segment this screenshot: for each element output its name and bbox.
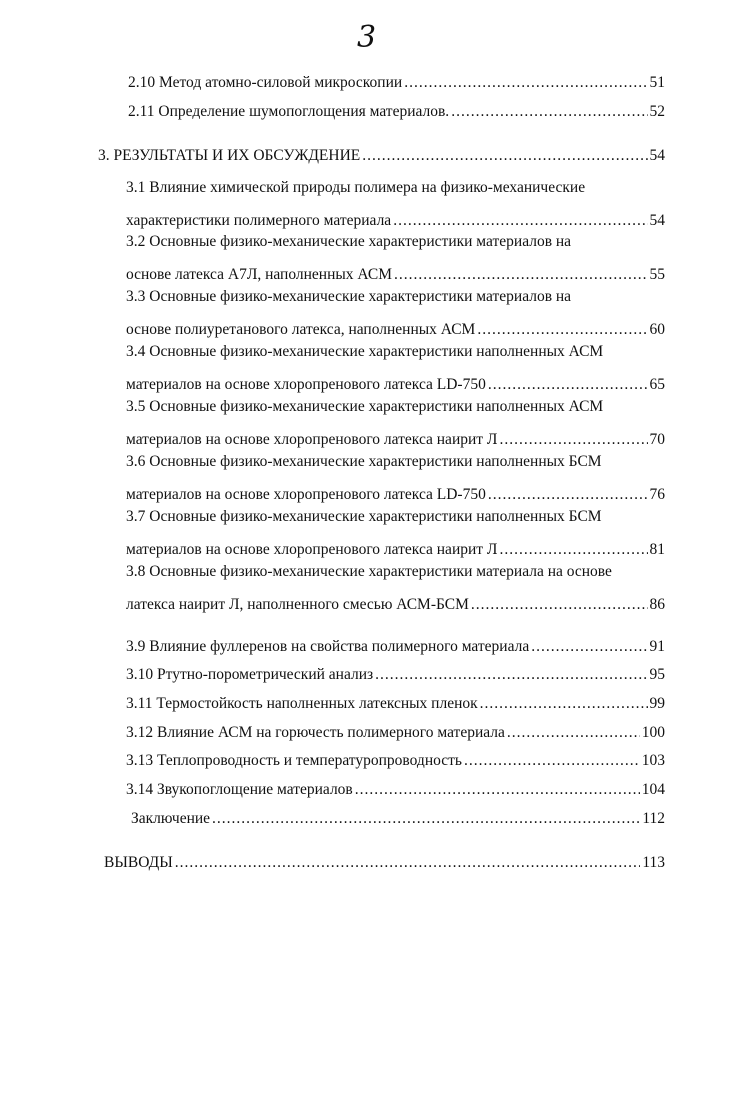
toc-entry-3-2 (126, 232, 665, 285)
toc-title-line1: 3.8 Основные физико-механические характеристики материала на основе (126, 563, 612, 580)
toc-entry-3-1 (126, 178, 665, 231)
toc-title-line1: 3.2 Основные физико-механические характеристики материалов на (126, 233, 572, 250)
dot-leader (531, 637, 647, 657)
toc-entry-findings (104, 853, 665, 873)
toc-title-line2: материалов на основе хлоропренового латекса наирит Л (126, 541, 498, 558)
toc-title-line2: материалов на основе хлоропренового латекса наирит Л (126, 431, 498, 448)
toc-entry-3-6 (126, 452, 665, 505)
toc-title: 3.11 Термостойкость наполненных латексных пленок (126, 695, 478, 712)
toc-title-line2: основе латекса А7Л, наполненных АСМ (126, 266, 392, 283)
toc-page: 52 (649, 103, 665, 120)
dot-leader (507, 723, 640, 743)
toc-title-line2: материалов на основе хлоропренового латекса LD-750 (126, 486, 486, 503)
toc-entry-3-5 (126, 397, 665, 450)
toc-entry-2-10 (128, 73, 665, 93)
toc-title-line2: основе полиуретанового латекса, наполненных АСМ (126, 321, 476, 338)
dot-leader (212, 809, 640, 829)
toc-page: 54 (649, 212, 665, 229)
toc-page: 91 (649, 638, 665, 655)
toc-title: ВЫВОДЫ (104, 854, 173, 871)
toc-title-line2: латекса наирит Л, наполненного смесью АСМ-БСМ (126, 596, 469, 613)
dot-leader (499, 430, 647, 450)
toc-entry-3-7 (126, 507, 665, 560)
toc-title-line2: материалов на основе хлоропренового латекса LD-750 (126, 376, 486, 393)
dot-leader (488, 485, 648, 505)
dot-leader (480, 694, 648, 714)
dot-leader (355, 780, 640, 800)
dot-leader (471, 595, 648, 615)
dot-leader (404, 73, 647, 93)
toc-entry-3-13 (126, 751, 665, 771)
toc-entry-3-4 (126, 342, 665, 395)
toc-title: 3.12 Влияние АСМ на горючесть полимерного материала (126, 724, 505, 741)
toc-page: 65 (649, 376, 665, 393)
toc-title: Заключение (131, 810, 211, 827)
toc-page: 54 (649, 147, 665, 164)
toc-page: 99 (649, 695, 665, 712)
toc-title: 2.11 Определение шумопоглощения материалов. (128, 103, 450, 120)
toc-entry-3-3 (126, 287, 665, 340)
dot-leader (375, 665, 647, 685)
toc-title-line1: 3.7 Основные физико-механические характеристики наполненных БСМ (126, 508, 602, 525)
dot-leader (394, 265, 648, 285)
dot-leader (362, 146, 647, 166)
toc-page: 104 (641, 781, 665, 798)
toc-page: 100 (641, 724, 665, 741)
toc-title: 3.9 Влияние фуллеренов на свойства полимерного материала (126, 638, 530, 655)
toc-title-line1: 3.1 Влияние химической природы полимера на физико-механические (126, 179, 586, 196)
toc-page: 113 (642, 854, 665, 871)
toc-page: 60 (649, 321, 665, 338)
dot-leader (499, 540, 647, 560)
toc-title-line1: 3.5 Основные физико-механические характеристики наполненных АСМ (126, 398, 604, 415)
toc-title-line1: 3.6 Основные физико-механические характеристики наполненных БСМ (126, 453, 602, 470)
toc-page: 51 (649, 74, 665, 91)
dot-leader (451, 102, 647, 122)
toc-title-line1: 3.3 Основные физико-механические характеристики материалов на (126, 288, 572, 305)
toc-page: 95 (649, 666, 665, 683)
toc-title: 3. РЕЗУЛЬТАТЫ И ИХ ОБСУЖДЕНИЕ (98, 147, 361, 164)
toc-entry-3-8 (126, 562, 665, 615)
toc-title: 2.10 Метод атомно-силовой микроскопии (128, 74, 403, 91)
toc-title-line1: 3.4 Основные физико-механические характеристики наполненных АСМ (126, 343, 604, 360)
toc-page: 76 (649, 486, 665, 503)
page-number: 3 (356, 20, 377, 55)
toc-page: 112 (642, 810, 665, 827)
toc-entry-3-14 (126, 780, 665, 800)
toc-entry-3-12 (126, 723, 665, 743)
toc-entry-3-9 (126, 637, 665, 657)
toc-page: 86 (649, 596, 665, 613)
dot-leader (477, 320, 647, 340)
dot-leader (488, 375, 648, 395)
dot-leader (175, 853, 641, 873)
toc-page: 81 (649, 541, 665, 558)
toc-entry-conclusion (131, 809, 665, 829)
toc-page: 103 (641, 752, 665, 769)
toc-entry-section-3 (98, 146, 665, 166)
dot-leader (464, 751, 640, 771)
toc-entry-2-11 (128, 102, 665, 122)
toc-page: 70 (649, 431, 665, 448)
toc-title: 3.10 Ртутно-порометрический анализ (126, 666, 374, 683)
toc-title: 3.13 Теплопроводность и температуропроводность (126, 752, 462, 769)
dot-leader (393, 211, 647, 231)
toc-page: 55 (649, 266, 665, 283)
toc-entry-3-10 (126, 665, 665, 685)
toc-title: 3.14 Звукопоглощение материалов (126, 781, 353, 798)
toc-entry-3-11 (126, 694, 665, 714)
toc-title-line2: характеристики полимерного материала (126, 212, 392, 229)
